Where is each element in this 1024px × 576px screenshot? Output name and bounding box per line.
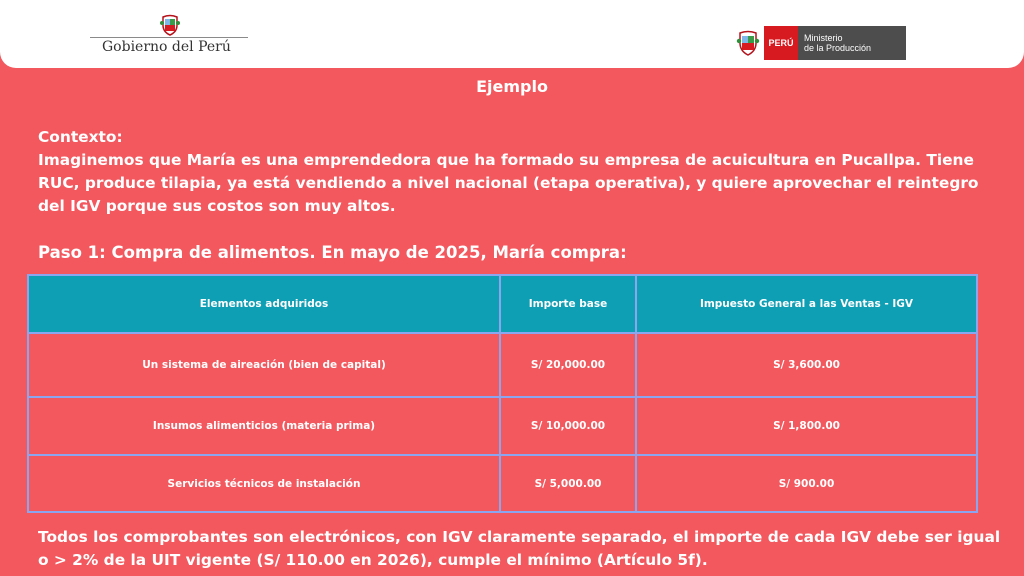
item-cell: Servicios técnicos de instalación (28, 455, 500, 512)
slide-title: Ejemplo (476, 77, 548, 96)
logo-divider (90, 37, 248, 38)
table-row (28, 333, 977, 397)
table-row (28, 455, 977, 512)
purchases-table (27, 274, 978, 513)
igv-cell: S/ 1,800.00 (636, 397, 977, 455)
ministry-line1: Ministerio (804, 33, 843, 43)
gobierno-logo-text: Gobierno del Perú (102, 39, 231, 55)
gobierno-del-peru-logo (90, 14, 252, 58)
ministry-line2: de la Producción (804, 43, 872, 53)
item-cell: Insumos alimenticios (materia prima) (28, 397, 500, 455)
column-header-igv: Impuesto General a las Ventas - IGV (636, 275, 977, 333)
item-cell: Un sistema de aireación (bien de capital) (28, 333, 500, 397)
ministerio-produccion-logo (736, 26, 908, 60)
igv-cell: S/ 3,600.00 (636, 333, 977, 397)
base-amount-cell: S/ 10,000.00 (500, 397, 636, 455)
column-header-items: Elementos adquiridos (28, 275, 500, 333)
coat-of-arms-icon (736, 30, 760, 56)
step-1-heading: Paso 1: Compra de alimentos. En mayo de 2025, María compra: (38, 243, 627, 262)
ministry-name (798, 26, 906, 60)
context-text: Imaginemos que María es una emprendedora que ha formado su empresa de acuicultura en Pucallpa. Tiene RUC, produce tilapia, ya está vendiendo a nivel nacional (etapa operativa), y quiere aprovechar el reintegro del IGV porque sus costos son muy altos. (38, 151, 979, 215)
context-block (38, 126, 1008, 218)
igv-cell: S/ 900.00 (636, 455, 977, 512)
peru-badge: PERÚ (764, 26, 798, 60)
base-amount-cell: S/ 20,000.00 (500, 333, 636, 397)
header-bar (0, 0, 1024, 68)
base-amount-cell: S/ 5,000.00 (500, 455, 636, 512)
coat-of-arms-icon (159, 14, 181, 36)
table-header-row (28, 275, 977, 333)
column-header-base-amount: Importe base (500, 275, 636, 333)
footer-note: Todos los comprobantes son electrónicos, con IGV claramente separado, el importe de cada IGV debe ser igual o > 2% de la UIT vigente (S/ 110.00 en 2026), cumple el mínimo (Artículo 5f). (38, 528, 1001, 569)
table-row (28, 397, 977, 455)
context-label: Contexto: (38, 128, 123, 146)
